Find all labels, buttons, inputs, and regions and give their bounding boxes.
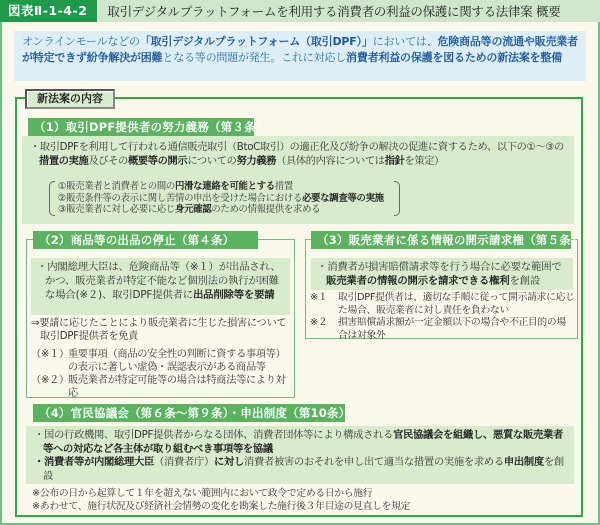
text: 消費者被害のおそれを申し出て適当な措置の実施を求める (243, 456, 504, 468)
emphasis: 身元確認 (175, 204, 212, 215)
text: （消費者庁） (153, 456, 214, 468)
intro-emphasis: 「取引デジタルプラットフォーム（取引DPF）」 (139, 35, 373, 48)
emphasis: 措置の実施 (39, 156, 89, 167)
text: を創設 (509, 275, 541, 287)
section3-note (310, 317, 575, 342)
emphasis: 官民協議会を組織し、悪質な販売業者等への対応など各主体が取り組むべき事項等を協議 (43, 429, 564, 455)
enforcement-notes (32, 487, 572, 513)
emphasis: 販売業者の情報の開示を請求できる権利 (326, 275, 510, 287)
section2-note (31, 374, 293, 400)
note-text: 取引DPF提供者は、適切な手順に従って開示請求に応じた場合、販売業者に対し責任を負わない (338, 292, 575, 316)
text: ・国の行政機関、取引DPF提供者からなる団体、消費者団体等により構成される (34, 429, 394, 441)
section2-consequence: ⇒要請に応じたことにより販売業者に生じた損害について取引DPF提供者を免責 (31, 318, 287, 342)
section4-bullet (34, 456, 566, 483)
text: ・消費者が損害賠償請求等を行う場合に必要な範囲で (317, 261, 562, 273)
section3-note (310, 292, 575, 317)
measure-item (58, 193, 400, 205)
section2-body (31, 258, 290, 315)
note-key: ※２ (310, 317, 328, 328)
note-text: 販売業者が特定可能等の場合は特商法等により対応 (68, 375, 286, 399)
text: 及びその (88, 156, 128, 167)
new-bill-content-label: 新法案の内容 (25, 89, 115, 109)
text: ・内閣総理大臣は、危険商品等（※１）が出品され、かつ、販売業者が特定不能など個別法の執行が困難な場合(※２)、取引DPF提供者に (37, 261, 281, 301)
text: を策定） (404, 156, 445, 167)
emphasis: 概要等の開示 (128, 156, 188, 167)
enforcement-note: ※あわせて、施行状況及び経済社会情勢の変化を勘案した施行後３年目途の見直しを規定 (32, 501, 411, 512)
text: ③販売業者に対し必要に応じ (58, 204, 176, 215)
figure-header (0, 0, 600, 22)
emphasis: 申出制度 (503, 456, 544, 468)
measures-list (52, 181, 400, 216)
text: ・取引DPFを利用して行われる通信販売取引（BtoC取引）の適正化及び紛争の解決の促進に資するため、以下の①～③の (30, 142, 564, 153)
section2-notes (31, 317, 293, 400)
note-key: （※１） (31, 349, 69, 360)
intro-text: オンラインモールなどの (22, 35, 140, 48)
emphasis: 指針 (384, 156, 405, 167)
text: 措置 (274, 181, 293, 192)
section3-notes (310, 292, 575, 342)
section4-title: （4）官民協議会（第６条～第９条）・申出制度（第10条） (33, 404, 345, 422)
enforcement-note: ※公布の日から起算して１年を超えない範囲内において政令で定める日から施行 (32, 488, 373, 499)
text: ①販売業者と消費者との間の (58, 181, 176, 192)
section1-title: （1）取引DPF提供者の努力義務（第３条） (28, 118, 254, 136)
emphasis: 必要な調査等の実施 (302, 192, 384, 204)
note-text: 損害賠償請求額が一定金額以下の場合や不正目的の場合は対象外 (338, 317, 566, 341)
figure-title: 取引デジタルプラットフォームを利用する消費者の利益の保護に関する法律案 概要 (107, 4, 561, 19)
intro-summary (14, 31, 586, 81)
emphasis: に対し (213, 456, 244, 468)
emphasis: ・消費者等が内閣総理大臣 (34, 456, 154, 468)
text: （具体的内容については (276, 156, 385, 167)
emphasis: 円滑な連絡を可能とする (175, 181, 275, 192)
emphasis: 努力義務 (236, 156, 277, 167)
note-key: （※２） (31, 375, 69, 386)
text: についての (187, 156, 237, 167)
section3-title: （3）販売業者に係る情報の開示請求権（第５条） (311, 231, 571, 249)
section4-body (26, 426, 574, 484)
section3-body (311, 258, 573, 290)
text: のための情報提供を求める (211, 204, 321, 215)
section4-bullet (34, 429, 566, 456)
intro-emphasis: 危険商品等の流通や販売業者が特定できず紛争解決が困難 (22, 35, 578, 64)
note-text: 重要事項（商品の安全性の判断に資する事項等）の表示に著しい虚偽・誤認表示がある商品等 (68, 349, 286, 373)
section2-title: （2）商品等の出品の停止（第４条） (33, 231, 258, 249)
text: ②販売条件等の表示に関し苦情の申出を受けた場合における (58, 192, 303, 204)
section2-note (31, 348, 293, 374)
measure-item (58, 181, 400, 193)
section1-body (22, 136, 574, 224)
section1-bullet (30, 141, 566, 169)
intro-text: となる等の問題が発生。これに対応し (162, 50, 347, 64)
text: を創設 (43, 456, 564, 482)
figure-number: 図表Ⅱ-1-4-2 (0, 0, 97, 22)
note-key: ※１ (310, 292, 328, 303)
intro-emphasis: 消費者利益の保護を図るための新法案を整備 (346, 50, 563, 64)
emphasis: 出品削除等を要請 (192, 288, 275, 301)
intro-text: においては、 (372, 35, 438, 48)
measure-item (58, 204, 400, 216)
